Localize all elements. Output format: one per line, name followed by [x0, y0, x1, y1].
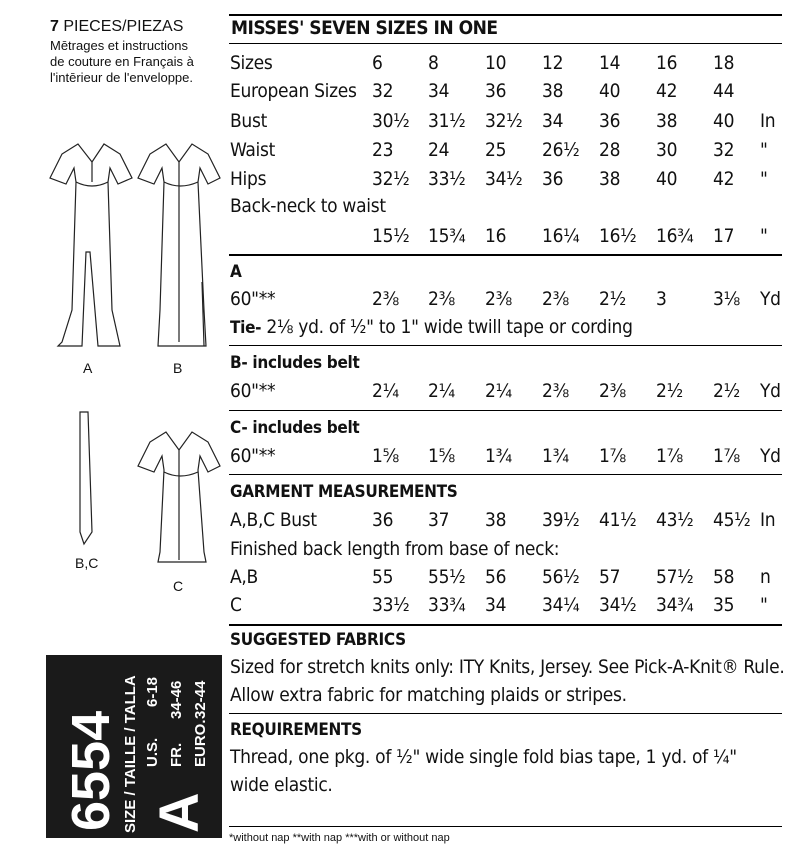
garment-bust-row-value: 36 — [372, 509, 394, 531]
garment-ab-row-unit: n — [760, 566, 771, 588]
view-b-yardage-unit: Yd — [760, 380, 781, 402]
waist-row-value: 23 — [372, 139, 394, 161]
french-note-line: de couture en Français à — [50, 54, 194, 69]
view-c-yardage-value: 1⅞ — [713, 445, 740, 467]
tie-note: Tie- 2⅛ yd. of ½" to 1" wide twill tape or cording — [230, 316, 633, 338]
bust-row-value: 34 — [542, 110, 564, 132]
belt-drawing — [80, 412, 92, 544]
length-label: Finished back length from base of neck: — [230, 538, 560, 560]
garment-c-row-value: 33½ — [372, 594, 410, 616]
garment-c-row-unit: " — [760, 594, 768, 616]
view-b-drawing — [138, 144, 220, 346]
hips-row-unit: " — [760, 168, 768, 190]
view-c-heading: C- includes belt — [230, 418, 360, 438]
view-c-yardage-value: 1¾ — [542, 445, 569, 467]
french-note-line: l'intērieur de l'enveloppe. — [50, 70, 193, 85]
fabrics-line: Allow extra fabric for matching plaids or stripes. — [230, 684, 627, 706]
garment-ab-row-value: 57 — [599, 566, 621, 588]
view-a-yardage-value: 2½ — [599, 288, 626, 310]
sizes-row-value: 18 — [713, 52, 735, 74]
rule — [229, 474, 782, 475]
view-b-yardage-value: 2½ — [656, 380, 683, 402]
view-b-yardage-value: 2⅜ — [599, 380, 626, 402]
sizes-row-label: Sizes — [230, 52, 273, 74]
sizes-row-value: 6 — [372, 52, 383, 74]
garment-bust-row-unit: In — [760, 509, 776, 531]
waist-row-value: 25 — [485, 139, 507, 161]
view-a-drawing — [50, 144, 132, 346]
section-rule — [229, 624, 782, 626]
view-c-yardage-unit: Yd — [760, 445, 781, 467]
sizes-row-value: 16 — [656, 52, 678, 74]
euro-range: 32-44 — [192, 680, 209, 719]
hips-row-value: 38 — [599, 168, 621, 190]
backneck-row-value: 16¼ — [542, 225, 580, 247]
bust-row-value: 30½ — [372, 110, 410, 132]
bust-row-value: 31½ — [428, 110, 466, 132]
view-a-yardage-value: 2⅜ — [428, 288, 455, 310]
garment-c-row-value: 34 — [485, 594, 507, 616]
fabrics-line: Sized for stretch knits only: ITY Knits, Jersey. See Pick-A-Knit® Rule. — [230, 656, 785, 678]
bust-row-unit: In — [760, 110, 776, 132]
backneck-row-unit: " — [760, 225, 768, 247]
french-note-line: Mētrages et instructions — [50, 38, 189, 53]
european-row-value: 40 — [599, 80, 621, 102]
backneck-row-value: 16¾ — [656, 225, 694, 247]
figure-label-a: A — [83, 360, 93, 376]
view-a-yardage-value: 3 — [656, 288, 667, 310]
hips-row-value: 32½ — [372, 168, 410, 190]
hips-row-label: Hips — [230, 168, 267, 190]
sizes-row-value: 12 — [542, 52, 564, 74]
view-c-yardage-value: 1⅞ — [656, 445, 683, 467]
sizes-row-value: 8 — [428, 52, 439, 74]
rule — [229, 345, 782, 346]
rule — [229, 410, 782, 411]
garment-ab-row-value: 57½ — [656, 566, 694, 588]
backneck-row-value: 15¾ — [428, 225, 466, 247]
requirements-heading: REQUIREMENTS — [230, 720, 362, 740]
size-label: SIZE / TAILLE / TALLA — [122, 675, 139, 833]
european-row-label: European Sizes — [230, 80, 357, 102]
european-row-value: 38 — [542, 80, 564, 102]
european-row-value: 36 — [485, 80, 507, 102]
view-c-yardage-value: 1¾ — [485, 445, 512, 467]
garment-ab-row-label: A,B — [230, 566, 258, 588]
waist-row-value: 32 — [713, 139, 735, 161]
requirements-line: wide elastic. — [230, 774, 333, 796]
requirements-line: Thread, one pkg. of ½" wide single fold bias tape, 1 yd. of ¼" — [230, 746, 737, 768]
figure-label-c: C — [173, 578, 184, 594]
pieces-count: 7 — [50, 18, 59, 35]
garment-c-row-value: 34¾ — [656, 594, 694, 616]
garment-c-row-value: 34¼ — [542, 594, 580, 616]
garment-ab-row-value: 58 — [713, 566, 735, 588]
waist-row-unit: " — [760, 139, 768, 161]
view-b-yardage-value: 2⅜ — [542, 380, 569, 402]
sizes-row-value: 10 — [485, 52, 507, 74]
top-rule — [229, 14, 782, 16]
garment-bust-row-value: 38 — [485, 509, 507, 531]
waist-row-value: 24 — [428, 139, 450, 161]
view-a-yardage-value: 2⅜ — [372, 288, 399, 310]
european-row-value: 32 — [372, 80, 394, 102]
garment-bust-row-value: 43½ — [656, 509, 694, 531]
bust-row-value: 38 — [656, 110, 678, 132]
garment-heading: GARMENT MEASUREMENTS — [230, 482, 458, 502]
view-c-yardage-value: 1⅝ — [372, 445, 399, 467]
backneck-row-value: 16½ — [599, 225, 637, 247]
view-a-yardage-value: 2⅜ — [485, 288, 512, 310]
view-c-yardage-value: 1⅞ — [599, 445, 626, 467]
garment-bust-row-value: 37 — [428, 509, 450, 531]
hips-row-value: 33½ — [428, 168, 466, 190]
view-b-yardage-label: 60"** — [230, 380, 276, 402]
french-note — [50, 38, 230, 86]
rule — [229, 713, 782, 714]
european-row-value: 42 — [656, 80, 678, 102]
hips-row-value: 40 — [656, 168, 678, 190]
pieces-label: PIECES/PIEZAS — [63, 18, 184, 35]
garment-ab-row-value: 55 — [372, 566, 394, 588]
sizes-row-value: 14 — [599, 52, 621, 74]
garment-bust-row-value: 41½ — [599, 509, 637, 531]
hips-row-value: 36 — [542, 168, 564, 190]
waist-row-value: 30 — [656, 139, 678, 161]
bust-row-value: 36 — [599, 110, 621, 132]
view-b-heading: B- includes belt — [230, 353, 360, 373]
bust-row-value: 40 — [713, 110, 735, 132]
footnote: *without nap **with nap ***with or without nap — [229, 832, 450, 844]
view-b-yardage-value: 2¼ — [372, 380, 399, 402]
view-b-yardage-value: 2½ — [713, 380, 740, 402]
backneck-row-value: 16 — [485, 225, 507, 247]
garment-ab-row-value: 56 — [485, 566, 507, 588]
garment-c-row-value: 35 — [713, 594, 735, 616]
fabrics-heading: SUGGESTED FABRICS — [230, 630, 406, 650]
view-a-yardage-value: 3⅛ — [713, 288, 740, 310]
bust-row-value: 32½ — [485, 110, 523, 132]
backneck-row-value: 15½ — [372, 225, 410, 247]
pattern-number: 6554 — [61, 710, 121, 831]
view-b-yardage-value: 2¼ — [485, 380, 512, 402]
rule — [229, 43, 782, 44]
waist-row-value: 26½ — [542, 139, 580, 161]
hips-row-value: 34½ — [485, 168, 523, 190]
view-c-yardage-value: 1⅝ — [428, 445, 455, 467]
garment-c-row-value: 34½ — [599, 594, 637, 616]
view-c-drawing — [138, 432, 220, 562]
view-c-yardage-label: 60"** — [230, 445, 276, 467]
figure-label-bc: B,C — [75, 555, 99, 571]
euro-label: EURO. — [192, 719, 209, 767]
waist-row-value: 28 — [599, 139, 621, 161]
garment-bust-row-value: 39½ — [542, 509, 580, 531]
waist-row-label: Waist — [230, 139, 276, 161]
view-b-yardage-value: 2¼ — [428, 380, 455, 402]
view-a-yardage-value: 2⅜ — [542, 288, 569, 310]
size-letter: A — [147, 792, 210, 833]
garment-ab-row-value: 56½ — [542, 566, 580, 588]
view-a-yardage-label: 60"** — [230, 288, 276, 310]
view-a-yardage-unit: Yd — [760, 288, 781, 310]
figure-label-b: B — [173, 360, 183, 376]
pieces-header — [50, 18, 183, 36]
us-label: U.S. — [144, 737, 161, 767]
view-a-heading: A — [230, 262, 242, 282]
garment-ab-row-value: 55½ — [428, 566, 466, 588]
fr-label: FR. — [168, 742, 185, 767]
hips-row-value: 42 — [713, 168, 735, 190]
rule — [229, 826, 782, 827]
garment-bust-row-label: A,B,C Bust — [230, 509, 317, 531]
chart-title: MISSES' SEVEN SIZES IN ONE — [231, 17, 498, 39]
european-row-value: 44 — [713, 80, 735, 102]
garment-c-row-value: 33¾ — [428, 594, 466, 616]
us-range: 6-18 — [144, 676, 161, 707]
garment-illustrations — [40, 132, 230, 602]
backneck-label: Back-neck to waist — [230, 195, 386, 217]
european-row-value: 34 — [428, 80, 450, 102]
bust-row-label: Bust — [230, 110, 267, 132]
garment-bust-row-value: 45½ — [713, 509, 751, 531]
fr-range: 34-46 — [168, 680, 185, 719]
garment-c-row-label: C — [230, 594, 242, 616]
backneck-row-value: 17 — [713, 225, 735, 247]
section-rule — [229, 254, 782, 256]
pattern-number-block — [46, 655, 222, 838]
